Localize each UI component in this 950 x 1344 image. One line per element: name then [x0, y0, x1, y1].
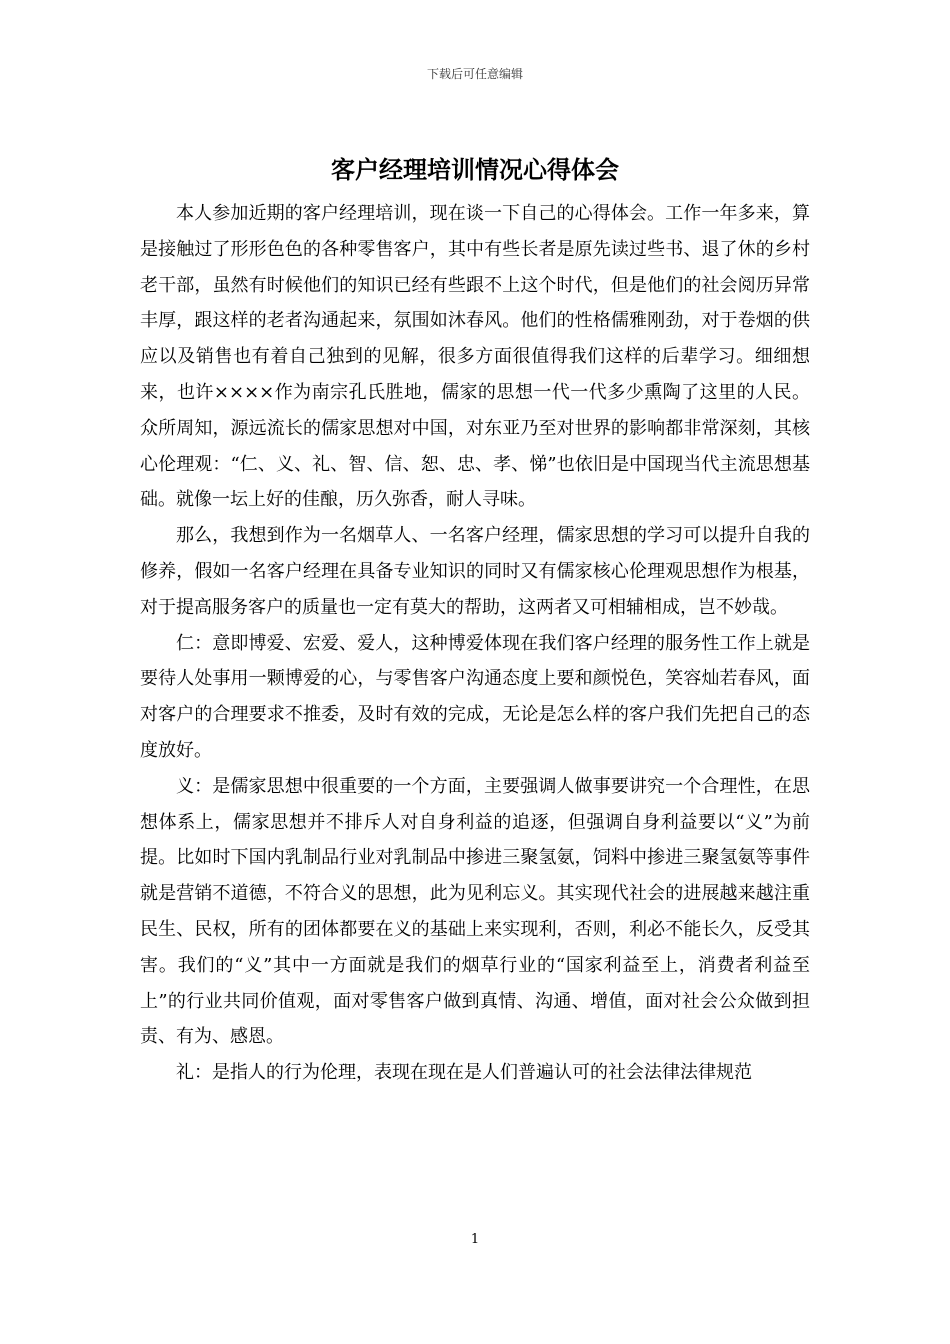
- page-number: 1: [470, 1232, 480, 1247]
- paragraph-yi: 义：是儒家思想中很重要的一个方面，主要强调人做事要讲究一个合理性，在思想体系上，儒家思想并不排斥人对自身利益的追逐，但强调自身利益要以“义”为前提。比如时下国内乳制品行业对乳制品中掺进三聚氢氨，饲料中掺进三聚氢氨等事件就是营销不道德，不符合义的思想，此为见利忘义。其实现代社会的进展越来越注重民生、民权，所有的团体都要在义的基础上来实现利，否则，利必不能长久，反受其害。我们的“义”其中一方面就是我们的烟草行业的“国家利益至上，消费者利益至上”的行业共同价值观，面对零售客户做到真情、沟通、增值，面对社会公众做到担责、有为、感恩。: [140, 775, 810, 1048]
- paragraph-intro: 本人参加近期的客户经理培训，现在谈一下自己的心得体会。工作一年多来，算是接触过了形形色色的各种零售客户，其中有些长者是原先读过些书、退了休的乡村老干部，虽然有时候他们的知识已经有些跟不上这个时代，但是他们的社会阅历异常丰厚，跟这样的老者沟通起来，氛围如沐春风。他们的性格儒雅刚劲，对于卷烟的供应以及销售也有着自己独到的见解，很多方面很值得我们这样的后辈学习。细细想来，也许××××作为南宗孔氏胜地，儒家的思想一代一代多少熏陶了这里的人民。众所周知，源远流长的儒家思想对中国，对东亚乃至对世界的影响都非常深刻，其核心伦理观：“仁、义、礼、智、信、恕、忠、孝、悌”也依旧是中国现当代主流思想基础。就像一坛上好的佳酿，历久弥香，耐人寻味。: [140, 203, 810, 511]
- paragraph-ren: 仁：意即博爱、宏爱、爱人，这种博爱体现在我们客户经理的服务性工作上就是要待人处事用一颗博爱的心，与零售客户沟通态度上要和颜悦色，笑容灿若春风，面对客户的合理要求不推委，及时有效的完成，无论是怎么样的客户我们先把自己的态度放好。: [140, 632, 810, 761]
- header-note: 下载后可任意编辑: [426, 67, 523, 81]
- document-title: 客户经理培训情况心得体会: [331, 155, 619, 184]
- paragraph-li: 礼：是指人的行为伦理，表现在现在是人们普遍认可的社会法律法律规范: [176, 1062, 752, 1084]
- document-body: [140, 196, 810, 1091]
- paragraph-confucian-thought: 那么，我想到作为一名烟草人、一名客户经理，儒家思想的学习可以提升自我的修养，假如一名客户经理在具备专业知识的同时又有儒家核心伦理观思想作为根基，对于提高服务客户的质量也一定有莫大的帮助，这两者又可相辅相成，岂不妙哉。: [140, 525, 810, 618]
